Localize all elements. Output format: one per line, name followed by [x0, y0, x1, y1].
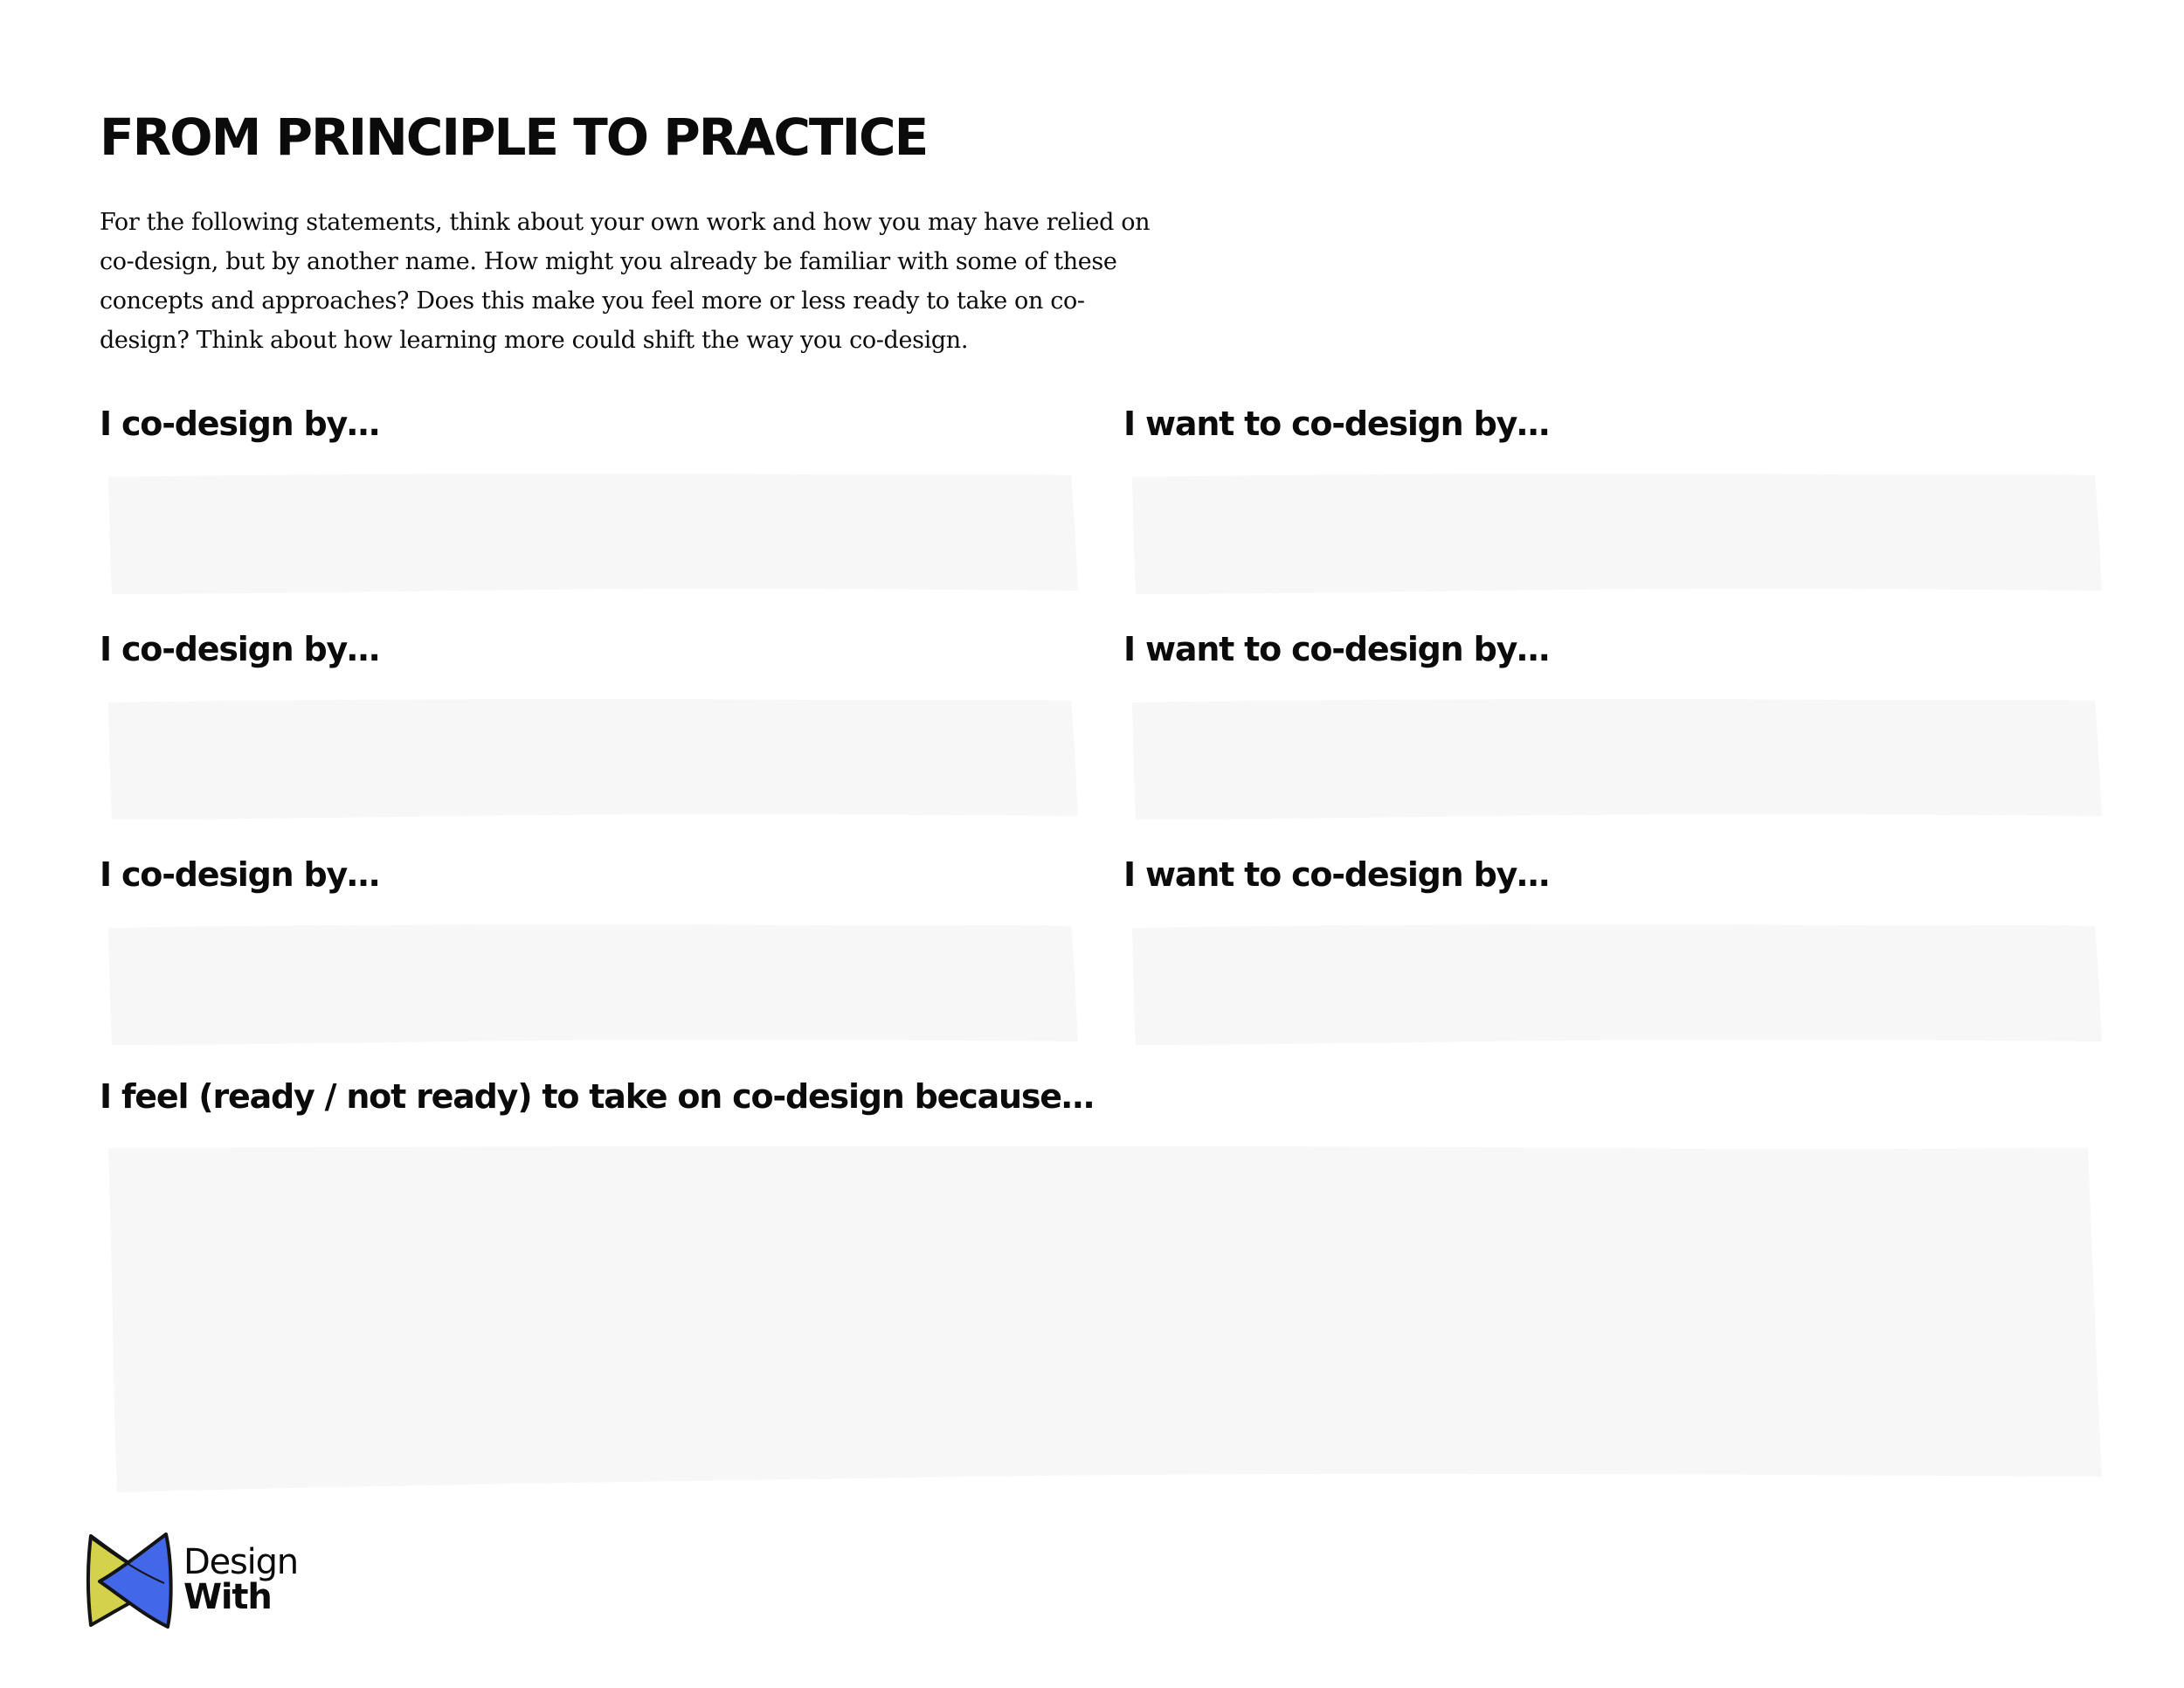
intro-paragraph: For the following statements, think about your own work and how you may have relied on co-design, but by another name. How might you already be familiar with some of these concepts and approaches? Does this make you feel more or less ready to take on co-design? Think about how learning more could shift the way you co-design.	[100, 209, 1151, 354]
answer-box-current-1[interactable]	[105, 472, 1080, 599]
prompt-label-readiness: I feel (ready / not ready) to take on co-design because…	[100, 1077, 1094, 1116]
design-with-logo	[82, 1531, 301, 1629]
answer-box-current-3[interactable]	[105, 923, 1080, 1050]
design-with-logo-icon	[82, 1531, 176, 1629]
answer-box-readiness[interactable]	[105, 1145, 2105, 1494]
prompt-label-current-2: I co-design by…	[100, 630, 379, 668]
prompt-label-want-2: I want to co-design by…	[1123, 630, 1549, 668]
answer-box-want-2[interactable]	[1129, 697, 2104, 825]
answer-box-want-3[interactable]	[1129, 923, 2104, 1050]
logo-word-with: With	[183, 1577, 272, 1617]
prompt-label-current-1: I co-design by…	[100, 405, 379, 443]
answer-box-current-2[interactable]	[105, 697, 1080, 825]
page-title: FROM PRINCIPLE TO PRACTICE	[100, 107, 928, 167]
prompt-label-current-3: I co-design by…	[100, 855, 379, 894]
prompt-label-want-1: I want to co-design by…	[1123, 405, 1549, 443]
answer-box-want-1[interactable]	[1129, 472, 2104, 599]
prompt-label-want-3: I want to co-design by…	[1123, 855, 1549, 894]
logo-word-design: Design	[183, 1542, 298, 1582]
